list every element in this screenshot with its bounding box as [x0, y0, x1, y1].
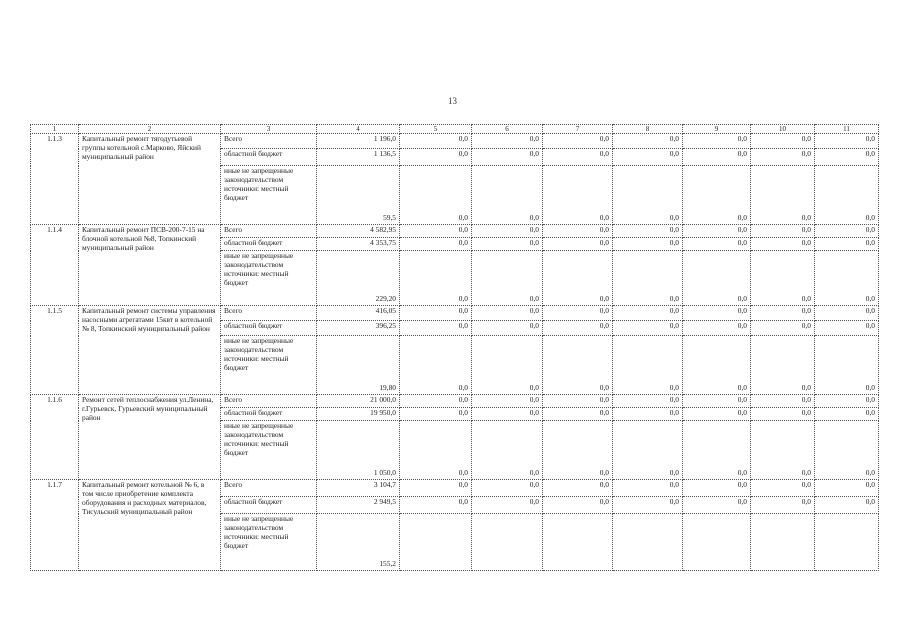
amount-cell: 0,0 [815, 251, 879, 306]
project-code: 1.1.7 [31, 480, 79, 571]
amount-cell: 0,0 [815, 238, 879, 251]
amount-cell: 0,0 [683, 497, 751, 514]
column-header: 3 [221, 125, 317, 134]
amount-cell: 0,0 [751, 321, 815, 336]
amount-cell: 0,0 [751, 166, 815, 225]
amount-cell: 0,0 [815, 336, 879, 395]
amount-cell: 0,0 [751, 395, 815, 408]
amount-cell: 0,0 [543, 321, 613, 336]
amount-cell: 0,0 [400, 238, 472, 251]
budget-table [30, 124, 879, 571]
header-row [31, 125, 879, 134]
project-name: Капитальный ремонт системы управления насосными агрегатами 15квт в котельной № 8, Топкинский муниципальный район [79, 306, 221, 395]
amount-cell: 0,0 [613, 480, 683, 497]
amount-cell: 0,0 [613, 336, 683, 395]
amount-cell: 0,0 [613, 134, 683, 149]
column-header: 5 [400, 125, 472, 134]
amount-cell: 0,0 [543, 251, 613, 306]
amount-cell: 0,0 [613, 251, 683, 306]
amount-cell: 0,0 [815, 306, 879, 321]
amount-cell: 0,0 [400, 408, 472, 421]
amount-cell: 0,0 [815, 395, 879, 408]
amount-cell: 0,0 [613, 497, 683, 514]
table-body [31, 125, 879, 571]
amount-cell: 0,0 [472, 306, 543, 321]
amount-cell: 0,0 [683, 408, 751, 421]
amount-cell: 4 353,75 [317, 238, 400, 251]
table-row [31, 225, 879, 238]
amount-cell: 0,0 [751, 134, 815, 149]
project-code: 1.1.6 [31, 395, 79, 480]
amount-cell: 0,0 [613, 395, 683, 408]
amount-cell: 19 950,0 [317, 408, 400, 421]
amount-cell: 0,0 [472, 134, 543, 149]
amount-cell [543, 514, 613, 571]
amount-cell: 0,0 [815, 480, 879, 497]
amount-cell: 0,0 [815, 497, 879, 514]
amount-cell: 0,0 [543, 480, 613, 497]
amount-cell: 0,0 [613, 149, 683, 166]
column-header: 2 [79, 125, 221, 134]
project-code: 1.1.4 [31, 225, 79, 306]
amount-cell: 0,0 [472, 321, 543, 336]
funding-source: иные не запрещенные законодательством источники: местный бюджет [221, 336, 317, 395]
amount-cell: 155,2 [317, 514, 400, 571]
amount-cell: 1 196,0 [317, 134, 400, 149]
amount-cell: 0,0 [400, 251, 472, 306]
amount-cell: 0,0 [400, 480, 472, 497]
amount-cell: 0,0 [543, 238, 613, 251]
amount-cell: 0,0 [751, 408, 815, 421]
amount-cell: 0,0 [815, 321, 879, 336]
amount-cell: 0,0 [400, 166, 472, 225]
funding-source: Всего [221, 395, 317, 408]
amount-cell: 0,0 [613, 306, 683, 321]
funding-source: областной бюджет [221, 238, 317, 251]
funding-source: областной бюджет [221, 321, 317, 336]
amount-cell: 0,0 [400, 321, 472, 336]
amount-cell: 0,0 [472, 336, 543, 395]
amount-cell: 0,0 [683, 134, 751, 149]
amount-cell: 0,0 [613, 166, 683, 225]
amount-cell: 0,0 [751, 251, 815, 306]
amount-cell: 0,0 [472, 166, 543, 225]
amount-cell: 0,0 [543, 408, 613, 421]
amount-cell: 0,0 [543, 166, 613, 225]
funding-source: иные не запрещенные законодательством источники: местный бюджет [221, 514, 317, 571]
amount-cell: 0,0 [751, 497, 815, 514]
amount-cell: 0,0 [613, 225, 683, 238]
amount-cell: 0,0 [613, 421, 683, 480]
amount-cell: 0,0 [683, 238, 751, 251]
amount-cell: 0,0 [751, 149, 815, 166]
amount-cell: 0,0 [472, 497, 543, 514]
amount-cell: 0,0 [472, 421, 543, 480]
amount-cell: 0,0 [400, 421, 472, 480]
amount-cell: 1 136,5 [317, 149, 400, 166]
amount-cell: 0,0 [683, 166, 751, 225]
amount-cell: 1 050,0 [317, 421, 400, 480]
amount-cell [472, 514, 543, 571]
column-header: 6 [472, 125, 543, 134]
column-header: 10 [751, 125, 815, 134]
funding-source: иные не запрещенные законодательством источники: местный бюджет [221, 251, 317, 306]
project-name: Капитальный ремонт тягодутьевой группы котельной с.Марково, Яйский муниципальный район [79, 134, 221, 225]
amount-cell: 0,0 [400, 134, 472, 149]
amount-cell: 0,0 [472, 238, 543, 251]
column-header: 8 [613, 125, 683, 134]
amount-cell: 0,0 [683, 306, 751, 321]
amount-cell: 0,0 [543, 306, 613, 321]
funding-source: Всего [221, 306, 317, 321]
column-header: 9 [683, 125, 751, 134]
amount-cell: 0,0 [400, 149, 472, 166]
amount-cell: 0,0 [543, 336, 613, 395]
amount-cell: 2 949,5 [317, 497, 400, 514]
table-row [31, 306, 879, 321]
funding-source: областной бюджет [221, 149, 317, 166]
amount-cell: 0,0 [543, 395, 613, 408]
amount-cell: 0,0 [400, 395, 472, 408]
amount-cell [613, 514, 683, 571]
amount-cell: 0,0 [683, 321, 751, 336]
amount-cell: 0,0 [751, 225, 815, 238]
amount-cell: 0,0 [613, 408, 683, 421]
amount-cell: 0,0 [400, 306, 472, 321]
amount-cell: 0,0 [683, 225, 751, 238]
amount-cell: 0,0 [683, 336, 751, 395]
amount-cell: 21 000,0 [317, 395, 400, 408]
amount-cell [400, 514, 472, 571]
amount-cell: 0,0 [472, 251, 543, 306]
column-header: 4 [317, 125, 400, 134]
page-number: 13 [448, 96, 457, 106]
amount-cell: 416,05 [317, 306, 400, 321]
amount-cell: 0,0 [543, 134, 613, 149]
funding-source: Всего [221, 480, 317, 497]
column-header: 1 [31, 125, 79, 134]
amount-cell: 0,0 [751, 480, 815, 497]
funding-source: иные не запрещенные законодательством источники: местный бюджет [221, 421, 317, 480]
column-header: 7 [543, 125, 613, 134]
project-name: Капитальный ремонт котельной № 6, в том числе приобретение комплекта оборудования и расходных материалов, Тисульский муниципальный район [79, 480, 221, 571]
amount-cell: 0,0 [543, 225, 613, 238]
amount-cell: 0,0 [751, 336, 815, 395]
amount-cell: 0,0 [683, 480, 751, 497]
project-name: Ремонт сетей теплоснабжения ул.Ленина, г.Гурьевск, Гурьевский муниципальный район [79, 395, 221, 480]
amount-cell: 0,0 [815, 225, 879, 238]
amount-cell: 0,0 [400, 336, 472, 395]
amount-cell: 0,0 [683, 149, 751, 166]
amount-cell: 0,0 [543, 149, 613, 166]
amount-cell: 0,0 [751, 306, 815, 321]
amount-cell [751, 514, 815, 571]
amount-cell: 0,0 [472, 149, 543, 166]
project-name: Капитальный ремонт ПСВ-200-7-15 на блочной котельной №8, Топкинский муниципальный район [79, 225, 221, 306]
amount-cell: 0,0 [815, 408, 879, 421]
table-row [31, 395, 879, 408]
amount-cell: 0,0 [815, 166, 879, 225]
amount-cell: 396,25 [317, 321, 400, 336]
amount-cell: 0,0 [613, 238, 683, 251]
amount-cell: 0,0 [613, 321, 683, 336]
amount-cell: 4 582,95 [317, 225, 400, 238]
funding-source: областной бюджет [221, 497, 317, 514]
project-code: 1.1.5 [31, 306, 79, 395]
funding-source: Всего [221, 225, 317, 238]
amount-cell: 229,20 [317, 251, 400, 306]
funding-source: областной бюджет [221, 408, 317, 421]
amount-cell: 0,0 [543, 497, 613, 514]
amount-cell: 0,0 [751, 421, 815, 480]
amount-cell: 0,0 [815, 134, 879, 149]
project-code: 1.1.3 [31, 134, 79, 225]
amount-cell: 3 104,7 [317, 480, 400, 497]
amount-cell: 19,80 [317, 336, 400, 395]
amount-cell: 0,0 [543, 421, 613, 480]
funding-source: иные не запрещенные законодательством источники: местный бюджет [221, 166, 317, 225]
funding-source: Всего [221, 134, 317, 149]
amount-cell: 59,5 [317, 166, 400, 225]
amount-cell: 0,0 [400, 225, 472, 238]
table-row [31, 480, 879, 497]
amount-cell: 0,0 [472, 225, 543, 238]
table-row [31, 134, 879, 149]
amount-cell [683, 514, 751, 571]
amount-cell: 0,0 [472, 408, 543, 421]
amount-cell: 0,0 [683, 421, 751, 480]
amount-cell: 0,0 [751, 238, 815, 251]
amount-cell: 0,0 [683, 251, 751, 306]
amount-cell [815, 514, 879, 571]
amount-cell: 0,0 [472, 395, 543, 408]
amount-cell: 0,0 [472, 480, 543, 497]
column-header: 11 [815, 125, 879, 134]
amount-cell: 0,0 [815, 421, 879, 480]
amount-cell: 0,0 [815, 149, 879, 166]
amount-cell: 0,0 [683, 395, 751, 408]
amount-cell: 0,0 [400, 497, 472, 514]
